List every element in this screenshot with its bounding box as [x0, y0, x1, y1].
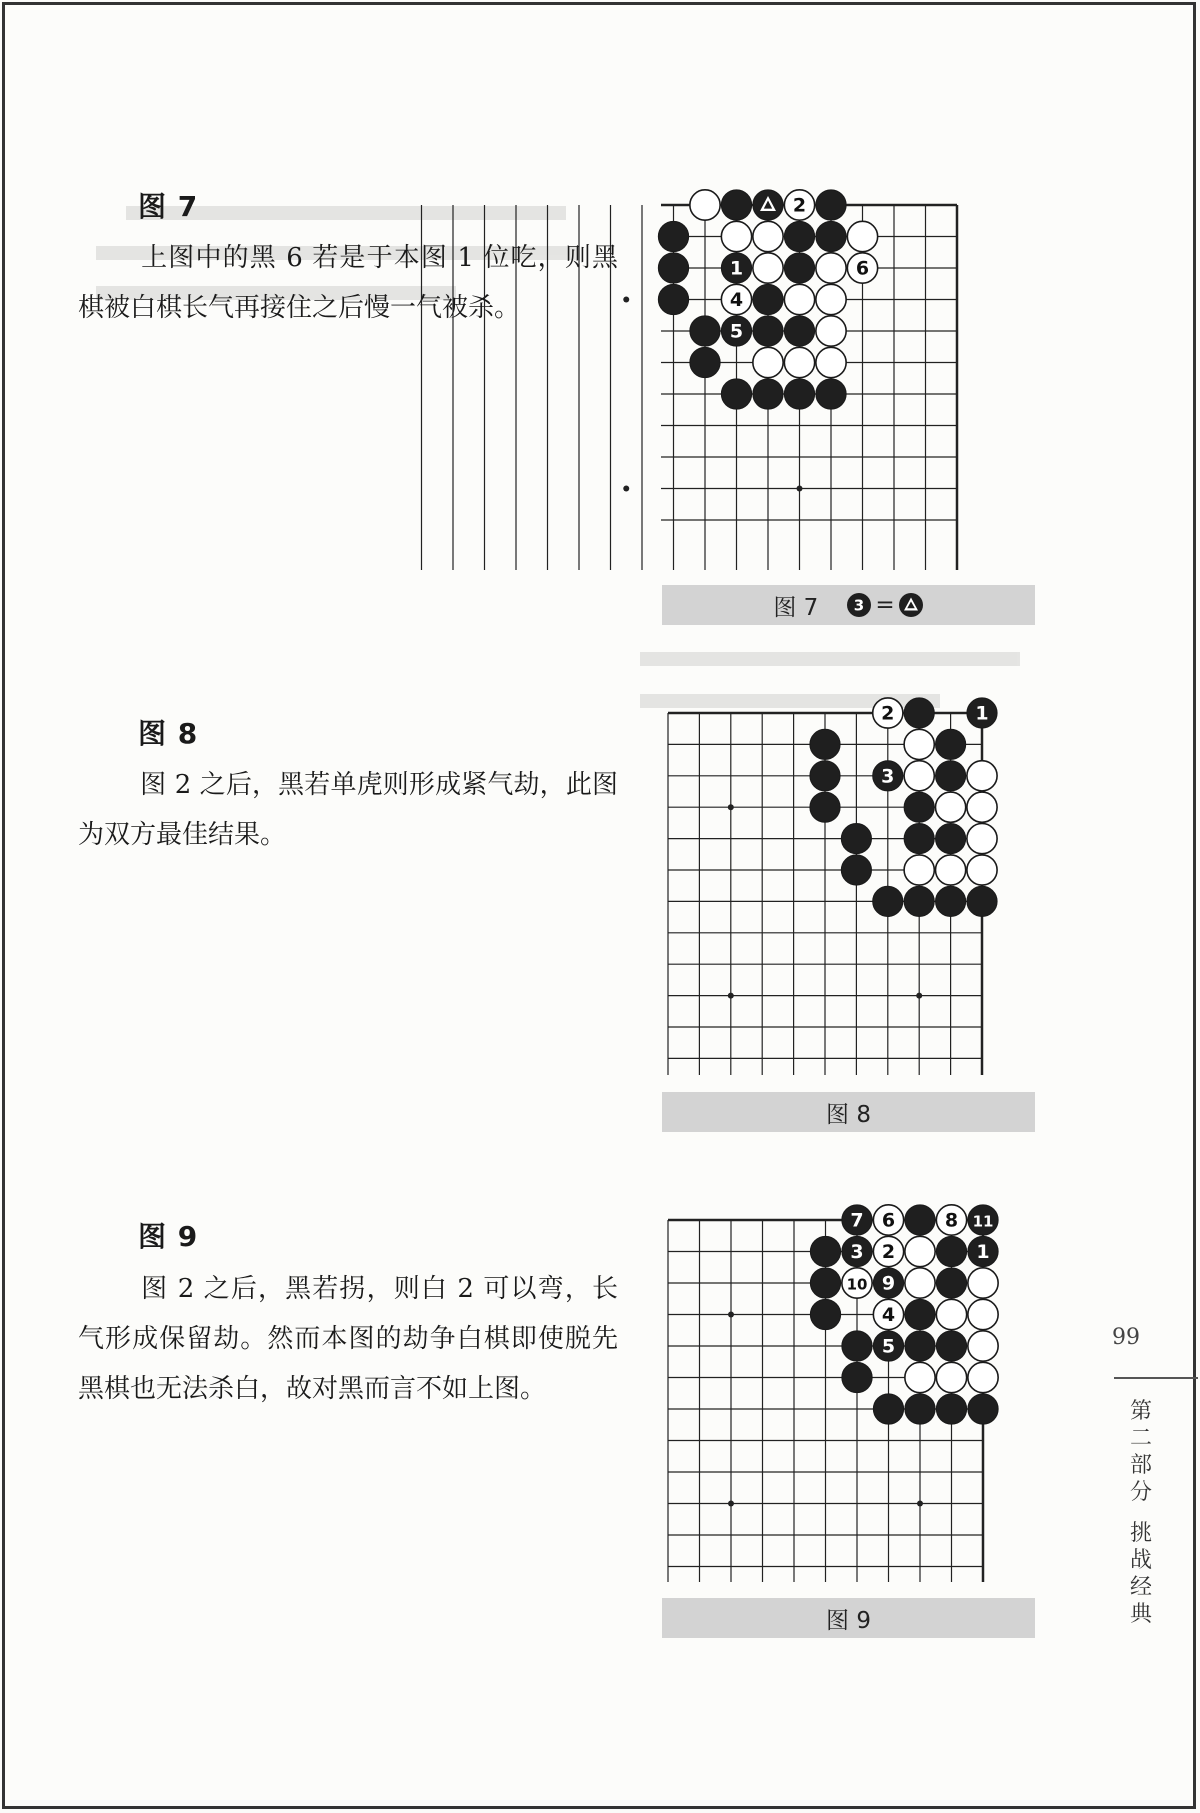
stone-disc	[968, 1362, 998, 1392]
caption-stone-number: 3	[854, 596, 865, 615]
stone-disc	[936, 1394, 966, 1424]
black-stone	[968, 1205, 998, 1235]
black-stone	[842, 1205, 872, 1235]
white-stone	[905, 1236, 935, 1266]
black-stone	[810, 1236, 840, 1266]
figure-9-title: 图 9	[138, 1220, 199, 1253]
move-number: 2	[881, 702, 895, 725]
move-number: 6	[881, 1209, 896, 1232]
move-number: 1	[729, 257, 744, 280]
black-stone	[842, 1331, 872, 1361]
black-stone	[968, 1236, 998, 1266]
move-number: 2	[792, 194, 807, 217]
stone-disc	[936, 1268, 966, 1298]
black-stone	[905, 1299, 935, 1329]
figure-9-paragraph: 图 2 之后，黑若拐，则白 2 可以弯，长气形成保留劫。然而本图的劫争白棋即使脱先黑棋也无法杀白，故对黑而言不如上图。	[78, 1274, 618, 1404]
black-stone	[905, 1205, 935, 1235]
running-header	[1126, 1398, 1156, 1628]
white-stone	[936, 1205, 966, 1235]
black-stone	[968, 1394, 998, 1424]
running-header-part: 第二部分	[1129, 1399, 1152, 1505]
white-stone	[905, 1362, 935, 1392]
black-stone	[873, 1394, 903, 1424]
black-stone	[842, 1236, 872, 1266]
stone-disc	[905, 1362, 935, 1392]
figure-9-caption-label: 图 9	[826, 1607, 871, 1634]
running-header-title: 挑战经典	[1129, 1521, 1152, 1627]
black-stone	[905, 1331, 935, 1361]
figure-8-paragraph: 图 2 之后，黑若单虎则形成紧气劫，此图为双方最佳结果。	[78, 770, 618, 850]
move-number: 7	[850, 1209, 864, 1232]
move-number: 11	[972, 1212, 994, 1231]
move-number: 8	[944, 1209, 959, 1232]
white-stone	[936, 1362, 966, 1392]
stone-disc	[905, 1236, 935, 1266]
figure-7-title: 图 7	[138, 190, 199, 223]
stone-disc	[968, 1394, 998, 1424]
stone-disc	[936, 1362, 966, 1392]
black-stone	[905, 1394, 935, 1424]
black-stone	[936, 1236, 966, 1266]
move-number: 1	[975, 702, 989, 725]
black-stone	[936, 1331, 966, 1361]
white-stone	[968, 1362, 998, 1392]
move-number: 9	[881, 1272, 896, 1295]
stone-disc	[810, 1236, 840, 1266]
stone-disc	[968, 1331, 998, 1361]
page-number: 99	[1112, 1325, 1140, 1350]
stone-disc	[968, 1299, 998, 1329]
figure-8-caption-label: 图 8	[826, 1101, 871, 1128]
figure-9-caption	[662, 1598, 1035, 1638]
stone-disc	[905, 1394, 935, 1424]
black-stone	[936, 1268, 966, 1298]
black-stone	[873, 1331, 903, 1361]
move-number: 3	[881, 765, 895, 788]
figure-8-title: 图 8	[138, 717, 199, 750]
figure-7-caption-label: 图 7	[773, 594, 819, 621]
black-stone	[810, 1299, 840, 1329]
stone-disc	[936, 1299, 966, 1329]
move-number: 1	[976, 1241, 990, 1263]
move-number: 5	[729, 320, 744, 343]
stone-disc	[968, 1268, 998, 1298]
stone-disc	[810, 1299, 840, 1329]
white-stone	[968, 1268, 998, 1298]
black-stone	[873, 1268, 903, 1298]
star-point	[728, 1312, 734, 1318]
stone-disc	[936, 1331, 966, 1361]
stone-disc	[842, 1362, 872, 1392]
stone-disc	[873, 1394, 903, 1424]
white-stone	[873, 1205, 903, 1235]
margin-divider	[1114, 1377, 1198, 1379]
white-stone	[873, 1299, 903, 1329]
move-number: 6	[855, 257, 870, 280]
move-number: 2	[881, 1241, 896, 1263]
white-stone	[842, 1268, 872, 1298]
white-stone	[968, 1299, 998, 1329]
star-point	[728, 1501, 734, 1507]
stone-disc	[842, 1331, 872, 1361]
move-number: 3	[850, 1241, 864, 1263]
white-stone	[968, 1331, 998, 1361]
stone-disc	[905, 1331, 935, 1361]
white-stone	[873, 1236, 903, 1266]
stone-disc	[905, 1299, 935, 1329]
black-stone	[810, 1268, 840, 1298]
move-number: 4	[729, 289, 744, 311]
white-stone	[905, 1268, 935, 1298]
stone-disc	[936, 1236, 966, 1266]
black-stone	[936, 1394, 966, 1424]
stone-disc	[905, 1268, 935, 1298]
figure-7-paragraph: 上图中的黑 6 若是于本图 1 位吃，则黑棋被白棋长气再接住之后慢一气被杀。	[78, 243, 618, 323]
black-stone	[842, 1362, 872, 1392]
white-stone	[936, 1299, 966, 1329]
move-number: 4	[881, 1304, 896, 1326]
move-number: 5	[881, 1335, 896, 1358]
stone-disc	[905, 1205, 935, 1235]
star-point	[917, 1501, 923, 1507]
caption-equals: =	[875, 592, 895, 618]
stones	[810, 1205, 998, 1424]
move-number: 10	[846, 1275, 868, 1294]
stone-disc	[810, 1268, 840, 1298]
